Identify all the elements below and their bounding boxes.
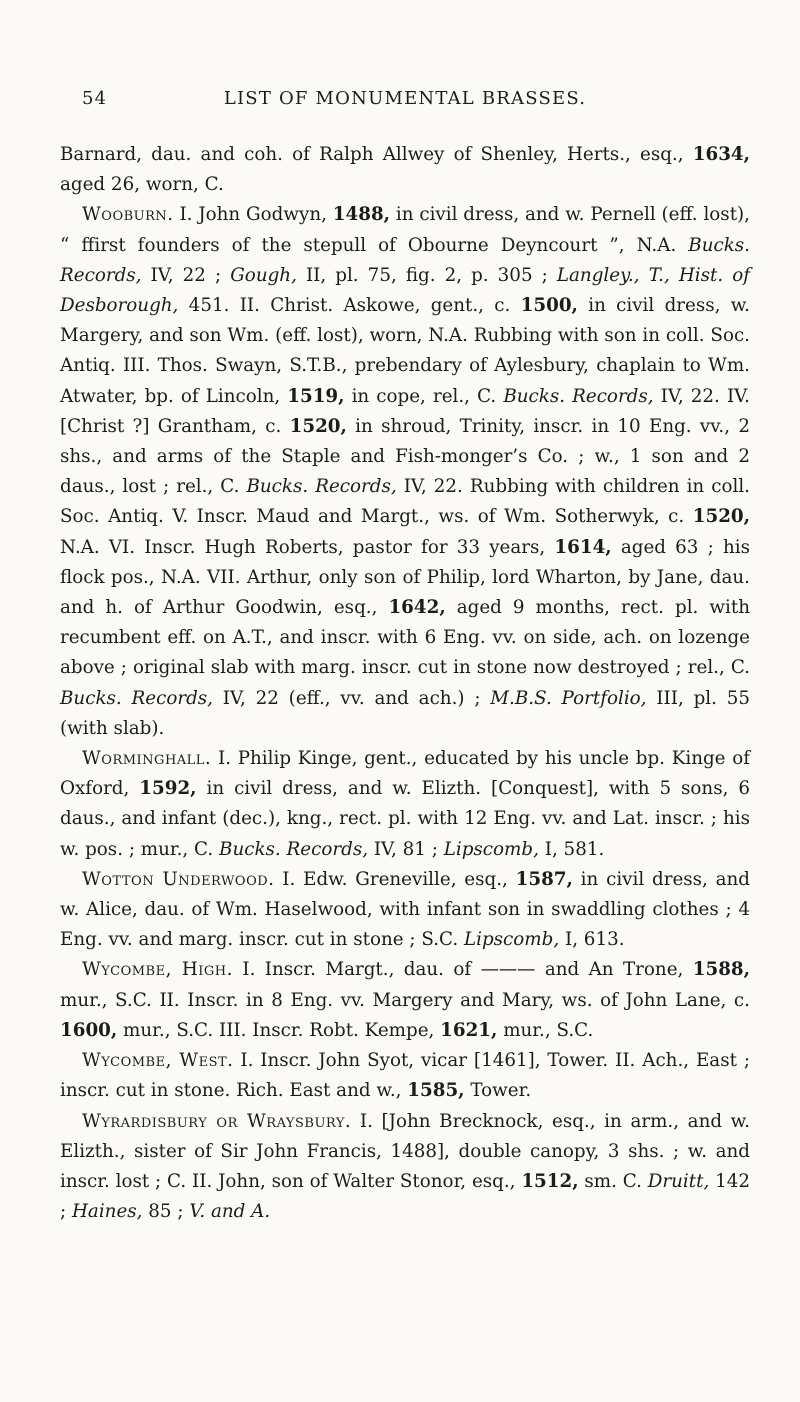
entry-text: I, 581.	[538, 838, 605, 860]
page-number: 54	[82, 88, 108, 109]
entry-text: in civil dress, and w. Elizth. [Conquest], with 5 sons, 6 daus., and infant (dec.), kng., rect. pl. with 12 Eng. vv. and Lat. inscr. ; his w. pos. ; mur., C.	[60, 778, 750, 860]
entry-paragraph	[60, 865, 750, 956]
reference-title: Bucks. Records,	[503, 385, 654, 407]
date: 1512,	[521, 1170, 579, 1192]
entry-text: III, pl. 55 (with slab).	[60, 687, 750, 739]
entry-text: IV, 81 ;	[368, 838, 444, 860]
entry-text: mur., S.C. II. Inscr. in 8 Eng. vv. Margery and Mary, ws. of John Lane, c.	[60, 989, 750, 1011]
reference-title: Lipscomb,	[463, 929, 560, 951]
entry-paragraph	[60, 140, 750, 200]
place-name: Wyrardisbury or Wraysbury.	[82, 1110, 352, 1132]
entry-text: N.A. VI. Inscr. Hugh Roberts, pastor for 33 years,	[60, 536, 555, 558]
place-name: Wycombe, High.	[82, 959, 233, 981]
entry-text: Tower.	[464, 1080, 532, 1102]
entry-text: aged 26, worn, C.	[60, 174, 224, 196]
entry-text: mur., S.C. III. Inscr. Robt. Kempe,	[117, 1019, 441, 1041]
date: 1519,	[287, 385, 345, 407]
date: 1642,	[388, 597, 446, 619]
entry-text: IV, 22 ;	[141, 264, 231, 286]
entry-text: mur., S.C.	[497, 1019, 594, 1041]
date: 1520,	[289, 415, 347, 437]
entry-text: in shroud, Trinity, inscr. in 10 Eng. vv., 2 shs., and arms of the Staple and Fish-monger’s Co. ; w., 1 son and 2 daus., lost ; rel., C.	[60, 415, 750, 498]
date: 1614,	[554, 536, 612, 558]
entries-body	[60, 140, 750, 1227]
place-name: Wooburn.	[82, 204, 174, 226]
entry-text: 85 ;	[142, 1201, 190, 1223]
entry-text: I. Edw. Greneville, esq.,	[274, 868, 516, 890]
entry-text: I. John Godwyn,	[173, 204, 333, 226]
entry-text: I. Inscr. Margt., dau. of ——— and An Trone,	[232, 959, 693, 981]
date: 1621,	[440, 1019, 498, 1041]
date: 1600,	[60, 1019, 118, 1041]
reference-title: Bucks. Records,	[60, 234, 750, 286]
reference-title: Langley., T., Hist. of Desborough,	[60, 264, 751, 317]
entry-text: 142 ;	[60, 1170, 751, 1223]
entry-text: IV, 22 (eff., vv. and ach.) ;	[212, 687, 491, 709]
entry-paragraph	[60, 200, 750, 744]
entry-text: in civil dress, w. Margery, and son Wm. (eff. lost), worn, N.A. Rubbing with son in coll. Soc. Antiq. III. Thos. Swayn, S.T.B., prebendary of Aylesbury, chaplain to Wm. Atwater, bp. of Lincoln,	[60, 295, 750, 407]
reference-title: Druitt,	[647, 1170, 710, 1192]
running-title: LIST OF MONUMENTAL BRASSES.	[223, 88, 587, 109]
date: 1500,	[520, 295, 578, 317]
reference-title: Lipscomb,	[443, 838, 539, 860]
reference-title: Bucks. Records,	[219, 838, 369, 860]
reference-title: M.B.S. Portfolio,	[490, 687, 647, 709]
reference-title: Bucks. Records,	[60, 687, 213, 709]
entry-text: Barnard, dau. and coh. of Ralph Allwey of Shenley, Herts., esq.,	[60, 144, 693, 165]
place-name: Worminghall.	[82, 748, 212, 770]
date: 1585,	[407, 1080, 465, 1102]
entry-text: in civil dress, and w. Alice, dau. of Wm. Haselwood, with infant son in swaddling clothes ; 4 Eng. vv. and marg. inscr. cut in stone ; S.C.	[60, 868, 751, 951]
entry-text: IV, 22. IV. [Christ ?] Grantham, c.	[60, 385, 750, 437]
entry-paragraph	[60, 1046, 750, 1106]
date: 1634,	[692, 144, 750, 165]
entry-text: I. Inscr. John Syot, vicar [1461], Tower. II. Ach., East ; inscr. cut in stone. Rich. East and w.,	[60, 1050, 750, 1102]
entry-text: II, pl. 75, fig. 2, p. 305 ;	[296, 264, 557, 286]
date: 1592,	[139, 778, 197, 800]
date: 1488,	[332, 204, 391, 226]
entry-text: sm. C.	[578, 1170, 648, 1192]
place-name: Wycombe, West.	[82, 1050, 234, 1072]
entry-paragraph	[60, 1107, 750, 1228]
entry-paragraph	[60, 744, 750, 865]
entry-text: IV, 22. Rubbing with children in coll. Soc. Antiq. V. Inscr. Maud and Margt., ws. of Wm. Sotherwyk, c.	[60, 476, 750, 528]
entry-text: in civil dress, and w. Pernell (eff. lost), “ ffirst founders of the stepull of Obourne Deyncourt ”, N.A.	[60, 204, 750, 256]
entry-text: aged 9 months, rect. pl. with recumbent eff. on A.T., and inscr. with 6 Eng. vv. on side, ach. on lozenge above ; original slab with marg. inscr. cut in stone now destroyed ; rel., C.	[60, 597, 750, 679]
entry-text: I, 613.	[559, 929, 625, 951]
reference-title: Bucks. Records,	[246, 476, 397, 498]
entry-text: aged 63 ; his flock pos., N.A. VII. Arthur, only son of Philip, lord Wharton, by Jane, dau. and h. of Arthur Goodwin, esq.,	[60, 536, 750, 619]
entry-text: I. [John Brecknock, esq., in arm., and w. Elizth., sister of Sir John Francis, 1488], double canopy, 3 shs. ; w. and inscr. lost ; C. II. John, son of Walter Stonor, esq.,	[60, 1110, 750, 1192]
reference-title: Gough,	[230, 264, 297, 286]
entry-text: 451. II. Christ. Askowe, gent., c.	[178, 295, 521, 317]
entry-paragraph	[60, 955, 750, 1046]
date: 1588,	[692, 959, 750, 981]
running-header	[60, 88, 750, 118]
reference-title: Haines,	[71, 1201, 143, 1223]
date: 1587,	[515, 868, 573, 890]
entry-text: I. Philip Kinge, gent., educated by his uncle bp. Kinge of Oxford,	[60, 748, 750, 800]
date: 1520,	[692, 506, 750, 528]
place-name: Wotton Underwood.	[82, 868, 275, 890]
entry-text: in cope, rel., C.	[344, 385, 504, 407]
reference-title: V. and A.	[189, 1201, 271, 1223]
